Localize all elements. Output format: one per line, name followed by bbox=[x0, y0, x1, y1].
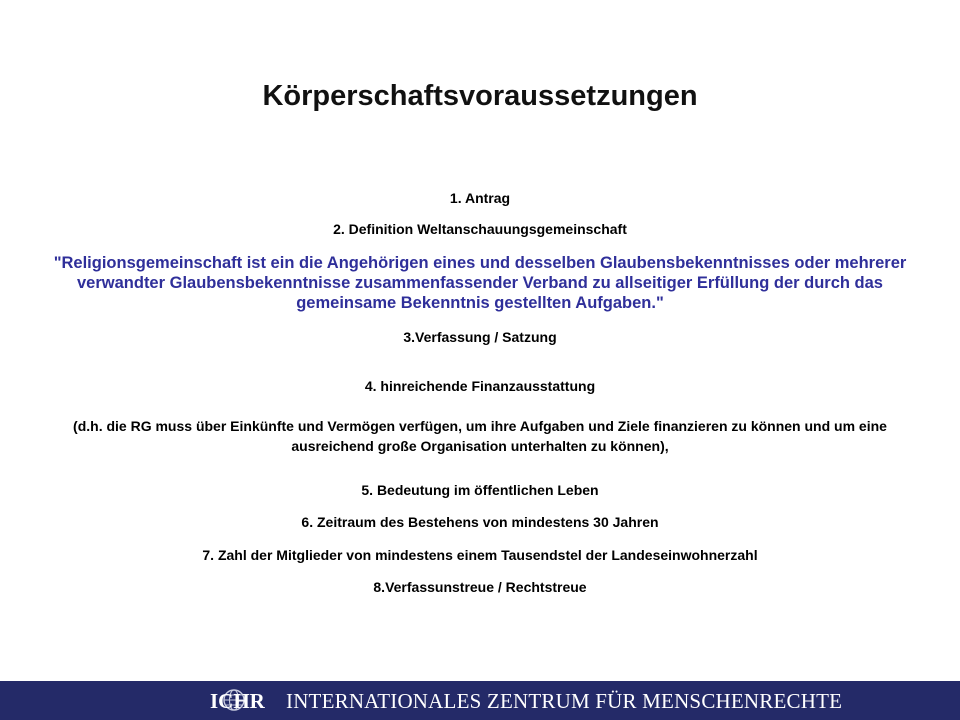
item-finanzausstattung: 4. hinreichende Finanzausstattung bbox=[364, 378, 596, 394]
slide-title: Körperschaftsvoraussetzungen bbox=[262, 80, 698, 112]
item-antrag: 1. Antrag bbox=[449, 190, 511, 206]
ichr-logo bbox=[210, 687, 272, 714]
item-definition: 2. Definition Weltanschauungsgemeinschaft bbox=[333, 221, 627, 237]
logo-text: ICHR bbox=[210, 689, 265, 713]
item-mitglieder: 7. Zahl der Mitglieder von mindestens einem Tausendstel der Landeseinwohnerzahl bbox=[202, 547, 758, 563]
item-treue: 8.Verfassunstreue / Rechtstreue bbox=[373, 579, 587, 595]
item-bedeutung: 5. Bedeutung im öffentlichen Leben bbox=[361, 482, 599, 498]
footer-bar bbox=[0, 681, 960, 720]
item-zeitraum: 6. Zeitraum des Bestehens von mindestens 30 Jahren bbox=[301, 514, 659, 530]
definition-quote: "Religionsgemeinschaft ist ein die Angehörigen eines und desselben Glaubensbekenntnisses oder mehrerer verwandter Glaubensbekenntnisse zusammenfassender Verband zu allseitiger Erfüllung der durch das gemeinsame Bekenntnis gestellten Aufgaben." bbox=[53, 254, 907, 312]
finanz-detail: (d.h. die RG muss über Einkünfte und Vermögen verfügen, um ihre Aufgaben und Ziele finanzieren zu können und um eine ausreichend große Organisation unterhalten zu können), bbox=[73, 418, 887, 454]
item-verfassung: 3.Verfassung / Satzung bbox=[403, 329, 557, 345]
organization-name: INTERNATIONALES ZENTRUM FÜR MENSCHENRECHTE bbox=[286, 689, 843, 713]
